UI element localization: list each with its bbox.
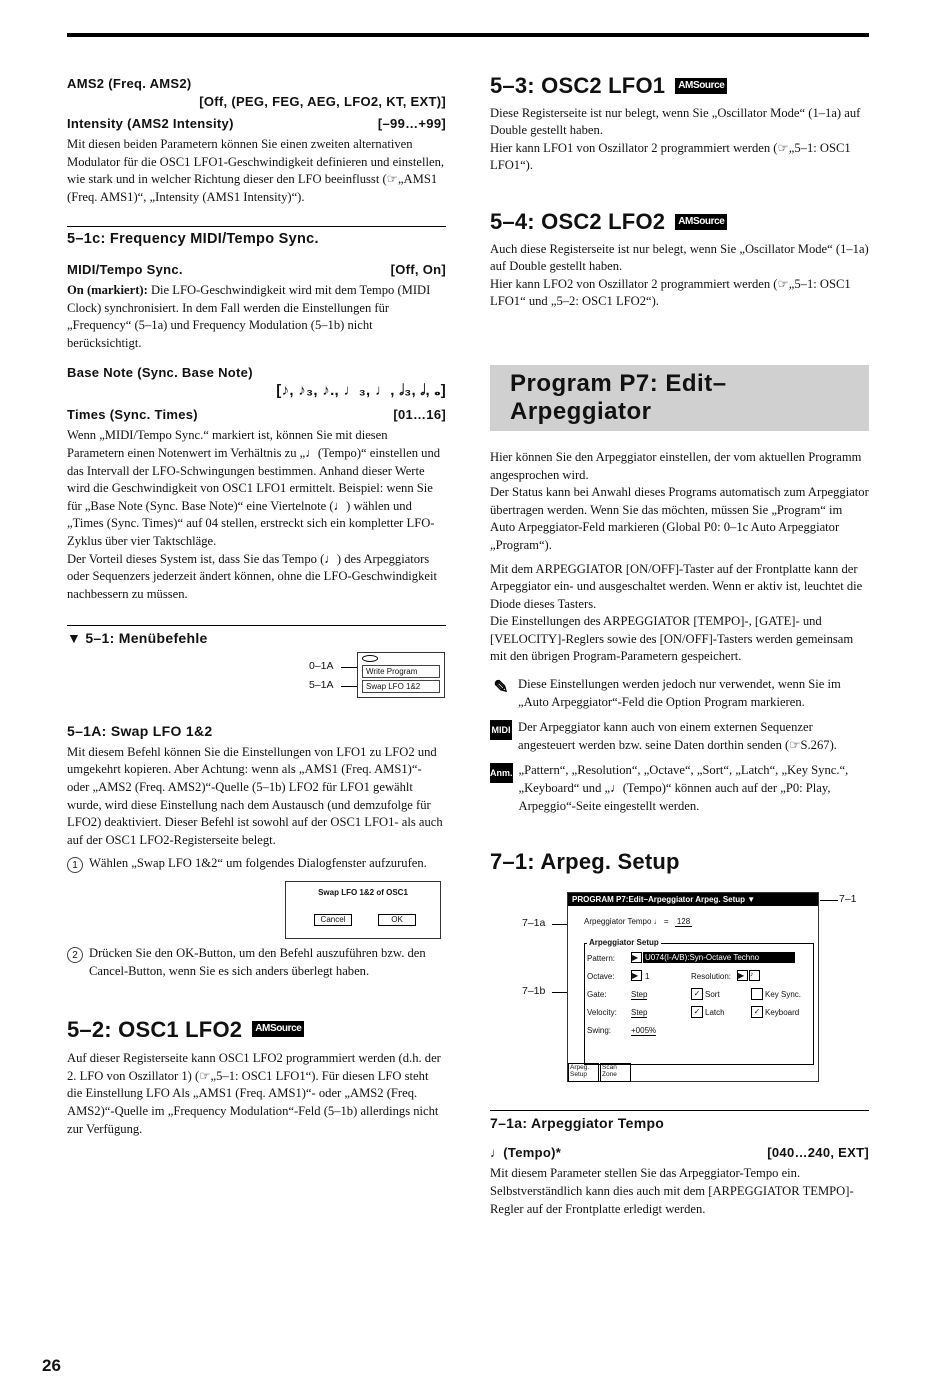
swing-label: Swing: <box>587 1025 612 1035</box>
sort-checkbox[interactable]: ✓ <box>691 988 703 1000</box>
note-2-text: Der Arpeggiator kann auch von einem externen Sequenzer angesteuert werden bzw. seine Daten dorthin senden (☞S.267). <box>518 720 837 752</box>
step-2-number: 2 <box>67 947 83 963</box>
step-1 <box>67 855 446 873</box>
section-5-3 <box>490 73 869 98</box>
times-label: Times (Sync. Times) <box>67 407 198 423</box>
midi-sync-text-body: Die LFO-Geschwindigkeit wird mit dem Tempo (MIDI Clock) synchronisiert. In dem Fall werden die Einstellungen für „Frequency“ (5–1a) und Frequency Modulation (5–1b) nicht berücksichtigt. <box>67 282 431 350</box>
intensity-text: Mit diesen beiden Parametern können Sie einen zweiten alternativen Modulator für die OSC1 LFO1-Geschwindigkeit definieren und einstellen, wie stark und in welcher Richtung dieser den LFO beeinflusst (☞„AMS1 (Freq. AMS1)“, „Intensity (AMS1 Intensity)“). <box>67 137 445 204</box>
keyboard-checkbox[interactable]: ✓ <box>751 1006 763 1018</box>
arp-box-title: Arpeggiator Setup <box>589 937 659 947</box>
menu-item-swap-lfo[interactable]: Swap LFO 1&2 <box>362 680 440 693</box>
ams2-range: [Off, (PEG, FEG, AEG, LFO2, KT, EXT)] <box>199 94 446 109</box>
sort-label: Sort <box>705 989 720 999</box>
resolution-play-icon[interactable]: ▶ <box>737 970 748 981</box>
top-rule <box>67 33 869 37</box>
octave-field[interactable]: 1 <box>645 971 650 981</box>
tempo-row <box>584 917 692 926</box>
velocity-field[interactable]: Step <box>631 1007 648 1017</box>
step-1-text: Wählen „Swap LFO 1&2“ um folgendes Dialogfenster aufzurufen. <box>89 856 427 871</box>
times-text: Wenn „MIDI/Tempo Sync.“ markiert ist, können Sie mit diesen Parametern einen Notenwert im Verhältnis zu „♩(Tempo)“ einstellen und das Intervall der LFO-Schwingungen bestimmen. Anhand dieser Werte wird die Geschwindigkeit von OSC1 LFO1 ermittelt. Beispiel: wenn Sie für „Base Note (Sync. Base Note)“ eine Viertelnote (♩) wählen und „Times (Sync. Times)“ auf 04 stellen, erstreckt sich ein kompletter LFO-Zyklus über vier Taktschläge. <box>67 428 441 548</box>
arpeggiator-setup-box <box>584 937 814 1065</box>
menu-callout-b: 5–1A <box>309 678 334 691</box>
amsource-badge: AMSource <box>252 1021 304 1037</box>
midi-sync-text <box>67 282 446 352</box>
intensity-label: Intensity (AMS2 Intensity) <box>67 116 234 131</box>
left-column <box>67 75 446 1138</box>
keysync-checkbox[interactable] <box>751 988 763 1000</box>
note-3-text: „Pattern“, „Resolution“, „Octave“, „Sort“, „Latch“, „Key Sync.“, „Keyboard“ und „♩(Tempo)“ können auch auf der „P0: Play, Arpeggio“-Seite eingestellt werden. <box>518 763 849 813</box>
keysync-label: Key Sync. <box>765 989 802 999</box>
section-5-2-title: 5–2: OSC1 LFO2 <box>67 1016 243 1042</box>
times-range: [01…16] <box>393 407 446 423</box>
pattern-play-icon[interactable]: ▶ <box>631 952 642 963</box>
note-1-text: Diese Einstellungen werden jedoch nur verwendet, wenn Sie im „Auto Arpeggiator“-Feld die Option Program markieren. <box>518 677 841 709</box>
pencil-icon: ✎ <box>493 676 509 697</box>
right-column <box>490 75 869 1218</box>
menu-callout-a: 0–1A <box>309 659 334 672</box>
section-5-4-text: Auch diese Registerseite ist nur belegt, wenn Sie „Oscillator Mode“ (1–1a) auf Double gestellt haben. <box>490 241 869 274</box>
step-2-text: Drücken Sie den OK-Button, um den Befehl auszuführen bzw. den Cancel-Button, wenn Sie es sich anders überlegt haben. <box>89 946 426 979</box>
menu-item-write-program[interactable]: Write Program <box>362 665 440 678</box>
section-5-3-text: Diese Registerseite ist nur belegt, wenn Sie „Oscillator Mode“ (1–1a) auf Double gestellt haben. <box>490 105 861 138</box>
callout-7-1: 7–1 <box>839 892 857 905</box>
tempo-param-label: ♩(Tempo)* <box>490 1145 562 1161</box>
section-menu-commands: ▼ 5–1: Menübefehle <box>67 625 446 648</box>
pattern-label: Pattern: <box>587 953 616 963</box>
cancel-button[interactable]: Cancel <box>314 914 352 926</box>
p7-text-2: Der Status kann bei Anwahl dieses Programs automatisch zum Arpeggiator übertragen werden. Wenn Sie das möchten, müssen Sie „Program“ im Auto Arpeggiator-Feld markieren (Global P0: 0–1c Auto Arpeggiator „Program“). <box>490 485 869 552</box>
callout-7-1a: 7–1a <box>522 916 546 929</box>
tempo-text: Mit diesem Parameter stellen Sie das Arpeggiator-Tempo ein. Selbstverständlich kann dies auch mit dem [ARPEGGIATOR TEMPO]-Regler auf der Frontplatte erledigt werden. <box>490 1166 854 1216</box>
tab-scan-zone[interactable]: Scan Zone <box>600 1063 631 1082</box>
base-note-range: [♪, ♪₃, ♪., ♩₃, ♩, 𝅗𝅥₃, 𝅗𝅥, 𝅝] <box>276 382 446 400</box>
midi-icon: MIDI <box>490 720 512 740</box>
section-7-1: 7–1: Arpeg. Setup <box>490 849 680 875</box>
midi-sync-text-bold: On (markiert): <box>67 282 148 297</box>
section-5-4 <box>490 208 869 234</box>
lcd-screen <box>567 892 819 1082</box>
dropdown-arrow-icon[interactable]: ▼ <box>747 894 756 904</box>
midi-sync-range: [Off, On] <box>390 261 446 277</box>
tempo-field-label: Arpeggiator Tempo ♩ = <box>584 916 669 926</box>
resolution-label: Resolution: <box>691 971 732 981</box>
ok-button[interactable]: OK <box>378 914 416 926</box>
note-midi <box>490 719 869 754</box>
amsource-badge: AMSource <box>675 214 727 230</box>
section-5-4-title: 5–4: OSC2 LFO2 <box>490 208 666 234</box>
note-pencil <box>490 676 869 711</box>
amsource-badge: AMSource <box>675 78 727 94</box>
dialog-title: Swap LFO 1&2 of OSC1 <box>318 888 408 898</box>
resolution-note-icon[interactable]: ♪ <box>749 970 760 981</box>
gate-field[interactable]: Step <box>631 989 648 999</box>
octave-label: Octave: <box>587 971 615 981</box>
note-anm-icon: Anm. <box>490 763 513 783</box>
section-5-3-title: 5–3: OSC2 LFO1 <box>490 73 666 98</box>
latch-label: Latch <box>705 1007 725 1017</box>
program-p7-banner: Program P7: Edit–Arpeggiator <box>490 365 869 431</box>
p7-text-3: Mit dem ARPEGGIATOR [ON/OFF]-Taster auf der Frontplatte kann der Arpeggiator ein- und ausgeschaltet werden. Wenn er aktiv ist, leuchtet die Diode dieses Tasters. <box>490 561 863 611</box>
keyboard-label: Keyboard <box>765 1007 800 1017</box>
swing-field[interactable]: +005% <box>631 1025 657 1035</box>
section-5-3-text-2: Hier kann LFO1 von Oszillator 2 programmiert werden (☞„5–1: OSC1 LFO1“). <box>490 140 851 173</box>
section-5-4-text-2: Hier kann LFO2 von Oszillator 2 programmiert werden (☞„5–1: OSC1 LFO1“ und „5–2: OSC1 LFO2“). <box>490 276 851 309</box>
dialog-figure <box>67 873 446 943</box>
tab-arpeg-setup[interactable]: Arpeg. Setup <box>568 1063 599 1082</box>
section-5-2 <box>67 1016 446 1042</box>
menu-figure <box>67 648 446 708</box>
section-5-1c: 5–1c: Frequency MIDI/Tempo Sync. <box>67 226 446 249</box>
swap-lfo-text: Mit diesem Befehl können Sie die Einstellungen von LFO1 zu LFO2 und umgekehrt kopieren. Aber Achtung: wenn als „AMS1 (Freq. AMS1)“- oder „AMS2 (Freq. AMS2)“-Quelle (5–1b) LFO2 für LFO1 gewählt wurde, wird diese Einstellung nach dem Austausch (und demzufolge für LFO2) deaktiviert. Dieser Befehl ist sowohl auf der OSC1 LFO1- als auch auf der OSC1 LFO2-Registerseite belegt. <box>67 744 443 847</box>
ams2-label: AMS2 (Freq. AMS2) <box>67 76 192 91</box>
arpeg-setup-figure <box>490 871 869 1096</box>
octave-play-icon[interactable]: ▶ <box>631 970 642 981</box>
base-note-label: Base Note (Sync. Base Note) <box>67 365 253 381</box>
swap-dialog <box>285 881 441 939</box>
latch-checkbox[interactable]: ✓ <box>691 1006 703 1018</box>
callout-7-1b: 7–1b <box>522 984 546 997</box>
p7-text-1: Hier können Sie den Arpeggiator einstellen, der vom aktuellen Programm angesprochen wird. <box>490 449 862 482</box>
midi-sync-label: MIDI/Tempo Sync. <box>67 261 183 277</box>
tempo-param-range: [040…240, EXT] <box>767 1145 869 1161</box>
section-5-2-text: Auf dieser Registerseite kann OSC1 LFO2 programmiert werden (d.h. der 2. LFO von Oszillator 1) (☞„5–1: OSC1 LFO1“). Für diesen LFO steht die Einstellung LFO Als „AMS1 (Freq. AMS1)“- oder „AMS2 (Freq. AMS2)“-Quelle im „Frequency Modulation“-Feld (5–1b) allerdings nicht zur Verfügung. <box>67 1051 441 1136</box>
gate-label: Gate: <box>587 989 607 999</box>
note-anm <box>490 762 869 815</box>
page-number: 26 <box>42 1356 61 1375</box>
intensity-range: [–99…+99] <box>377 116 446 131</box>
p7-text-4: Die Einstellungen des ARPEGGIATOR [TEMPO]-, [GATE]- und [VELOCITY]-Reglers sowie des [ON/OFF]-Tasters werden gemeinsam mit den übrigen Program-Parametern gespeichert. <box>490 614 854 664</box>
step-1-number: 1 <box>67 857 83 873</box>
menu-popup <box>357 652 445 698</box>
section-7-1a: 7–1a: Arpeggiator Tempo <box>490 1110 869 1133</box>
step-2 <box>67 945 446 980</box>
swap-lfo-title: 5–1A: Swap LFO 1&2 <box>67 722 213 739</box>
lcd-header <box>568 893 818 906</box>
pattern-field[interactable]: U074(I-A/B):Syn-Octave Techno <box>643 952 795 963</box>
times-text-2: Der Vorteil dieses System ist, dass Sie das Tempo (♩) des Arpeggiators oder Sequenzers jederzeit ändert können, ohne die LFO-Geschwindigkeit nachbessern zu müssen. <box>67 551 437 601</box>
velocity-label: Velocity: <box>587 1007 617 1017</box>
tempo-field[interactable]: 128 <box>676 916 691 926</box>
lcd-header-text: PROGRAM P7:Edit–Arpeggiator Arpeg. Setup <box>572 894 746 904</box>
